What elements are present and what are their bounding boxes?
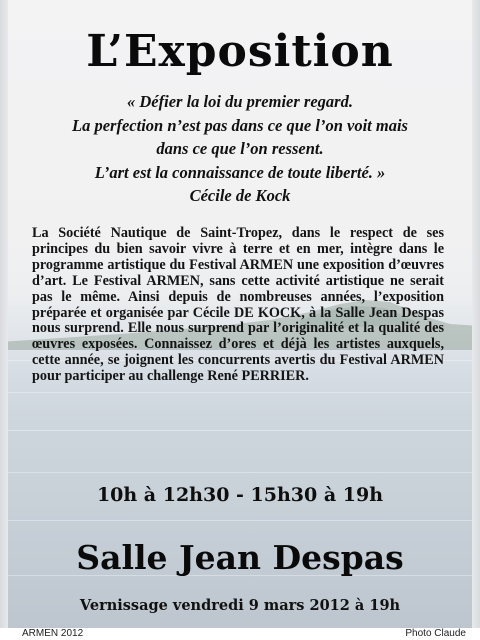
quote-line: dans ce que l’on ressent. [156, 139, 324, 158]
quote-line: L’art est la connaissance de toute liberté. » [94, 162, 386, 182]
poster-title: L’Exposition [86, 26, 394, 77]
quote-line: « Défier la loi du premier regard. [127, 92, 353, 111]
caption-event: ARMEN 2012 [22, 628, 84, 639]
quote-block [20, 90, 460, 208]
quote-line: La perfection n’est pas dans ce que l’on voit mais [72, 115, 408, 135]
opening-hours: 10h à 12h30 - 15h30 à 19h [96, 484, 384, 506]
vernissage-date: Vernissage vendredi 9 mars 2012 à 19h [79, 597, 401, 614]
photo-caption-bar [0, 628, 480, 640]
quote-author: Cécile de Kock [189, 186, 291, 205]
caption-credit: Photo Claude [405, 628, 466, 639]
left-edge-shadow [0, 0, 8, 628]
body-paragraph: La Société Nautique de Saint-Tropez, dans le respect de ses principes du bien savoir vivre à terre et en mer, intègre dans le programme artistique du Festival ARMEN une exposition d’œuvres d’art. Le Festival ARMEN, sans cette activité artistique ne serait pas le même. Ainsi depuis de nombreuses années, l’exposition préparée et organisée par Cécile DE KOCK, à la Salle Jean Despas nous surprend. Elle nous surprend par l’originalité et la qualité des œuvres exposées. Connaissez d’ores et déjà les artistes auxquels, cette année, se joignent les concurrents avertis du Festival ARMEN pour participer au challenge René PERRIER. [32, 225, 444, 385]
right-edge-shadow [472, 0, 480, 628]
venue-name: Salle Jean Despas [76, 538, 404, 577]
